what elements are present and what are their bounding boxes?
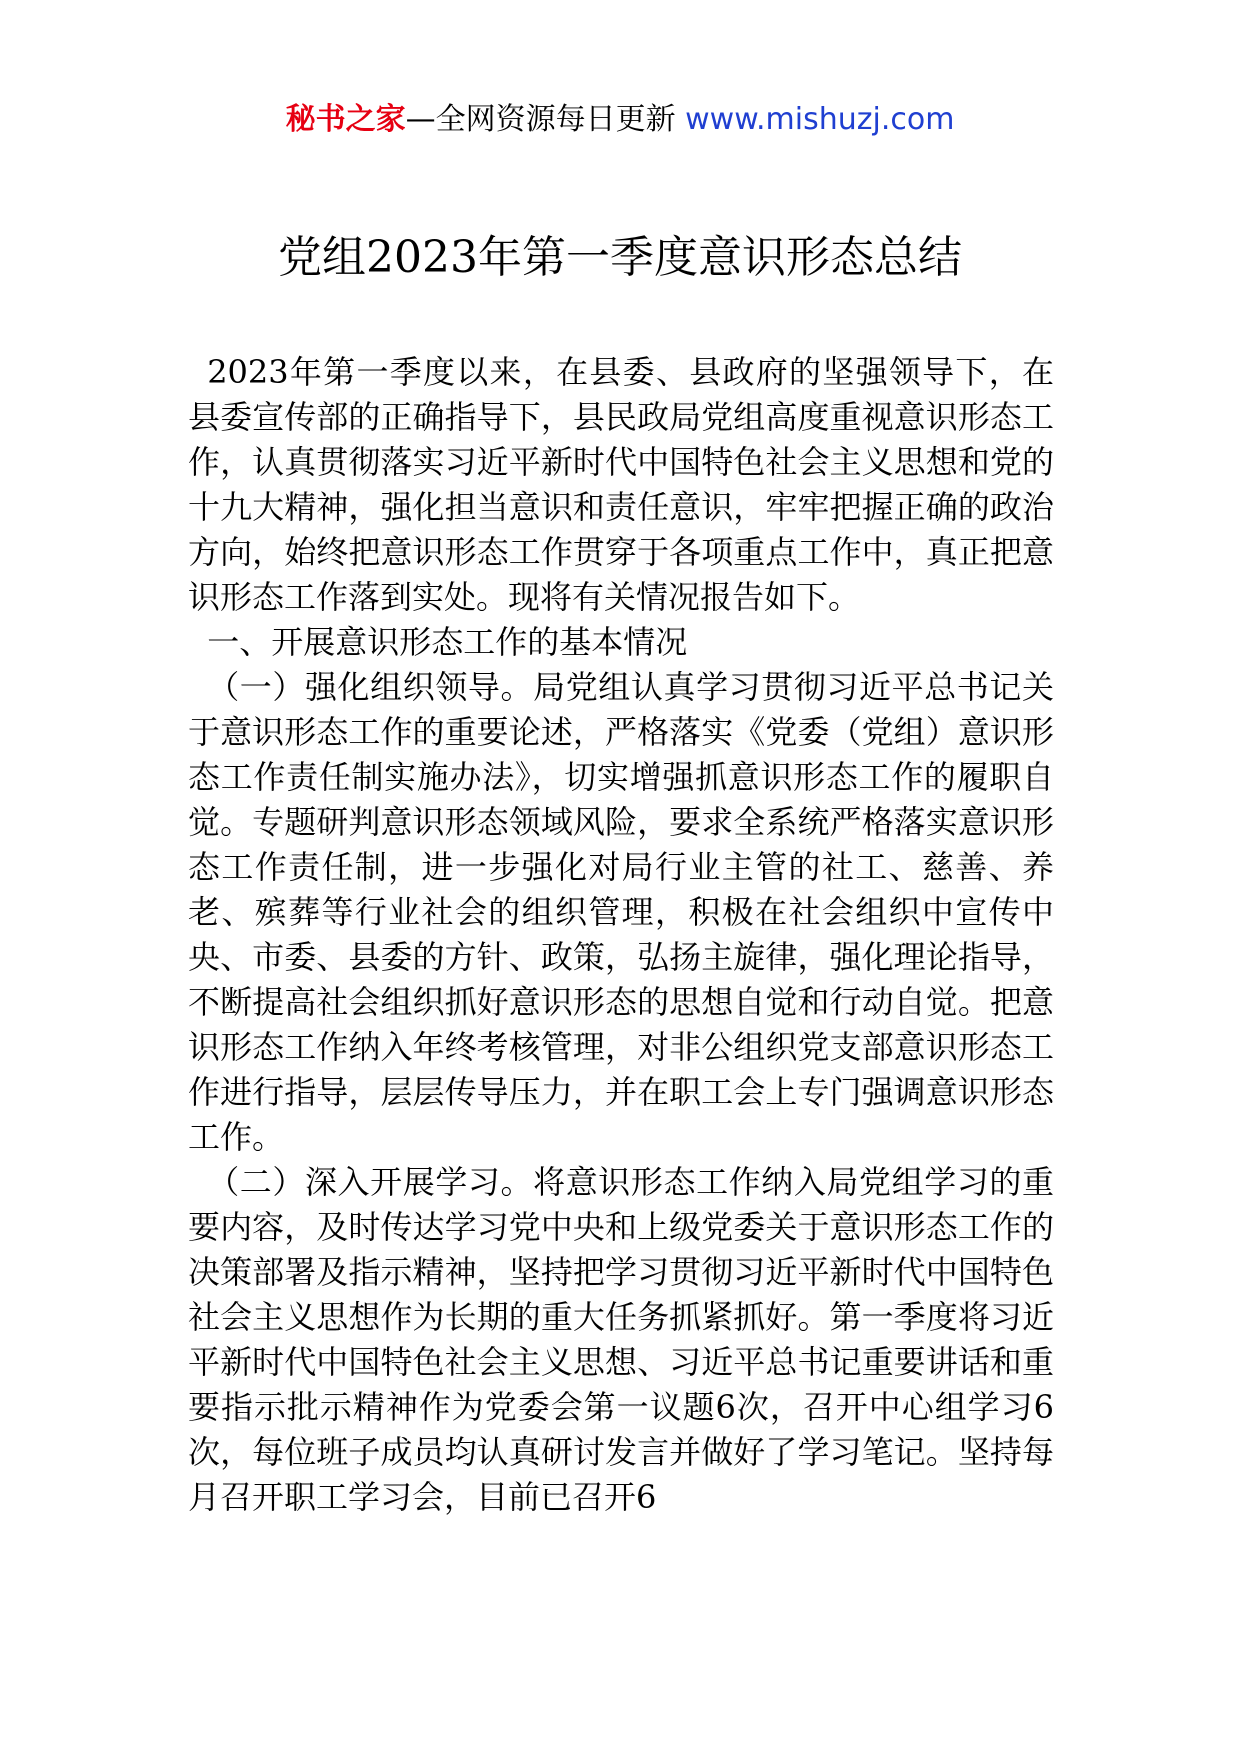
paragraph-study: （二）深入开展学习。将意识形态工作纳入局党组学习的重要内容，及时传达学习党中央和上级党委关于意识形态工作的决策部署及指示精神，坚持把学习贯彻习近平新时代中国特色社会主义思想作为长期的重大任务抓紧抓好。第一季度将习近平新时代中国特色社会主义思想、习近平总书记重要讲话和重要指示批示精神作为党委会第一议题6次，召开中心组学习6次，每位班子成员均认真研讨发言并做好了学习笔记。坚持每月召开职工学习会，目前已召开6 bbox=[188, 1163, 1054, 1516]
paragraph-organization-leadership: （一）强化组织领导。局党组认真学习贯彻习近平总书记关于意识形态工作的重要论述，严格落实《党委（党组）意识形态工作责任制实施办法》，切实增强抓意识形态工作的履职自觉。专题研判意识形态领域风险，要求全系统严格落实意识形态工作责任制，进一步强化对局行业主管的社工、慈善、养老、殡葬等行业社会的组织管理，积极在社会组织中宣传中央、市委、县委的方针、政策，弘扬主旋律，强化理论指导，不断提高社会组织抓好意识形态的思想自觉和行动自觉。把意识形态工作纳入年终考核管理，对非公组织党支部意识形态工作进行指导，层层传导压力，并在职工会上专门强调意识形态工作。 bbox=[188, 668, 1054, 1156]
intro-paragraph: 2023年第一季度以来，在县委、县政府的坚强领导下，在县委宣传部的正确指导下，县民政局党组高度重视意识形态工作，认真贯彻落实习近平新时代中国特色社会主义思想和党的十九大精神，强化担当意识和责任意识，牢牢把握正确的政治方向，始终把意识形态工作贯穿于各项重点工作中，真正把意识形态工作落到实处。现将有关情况报告如下。 bbox=[188, 353, 1054, 616]
site-slogan: —全网资源每日更新 bbox=[405, 102, 676, 137]
site-brand: 秘书之家 bbox=[285, 102, 406, 137]
document-body bbox=[188, 350, 1054, 1520]
site-url-link[interactable]: www.mishuzj.com bbox=[685, 102, 955, 137]
section-heading: 一、开展意识形态工作的基本情况 bbox=[207, 623, 688, 661]
document-title: 党组2023年第一季度意识形态总结 bbox=[278, 232, 962, 283]
site-header bbox=[0, 100, 1240, 140]
